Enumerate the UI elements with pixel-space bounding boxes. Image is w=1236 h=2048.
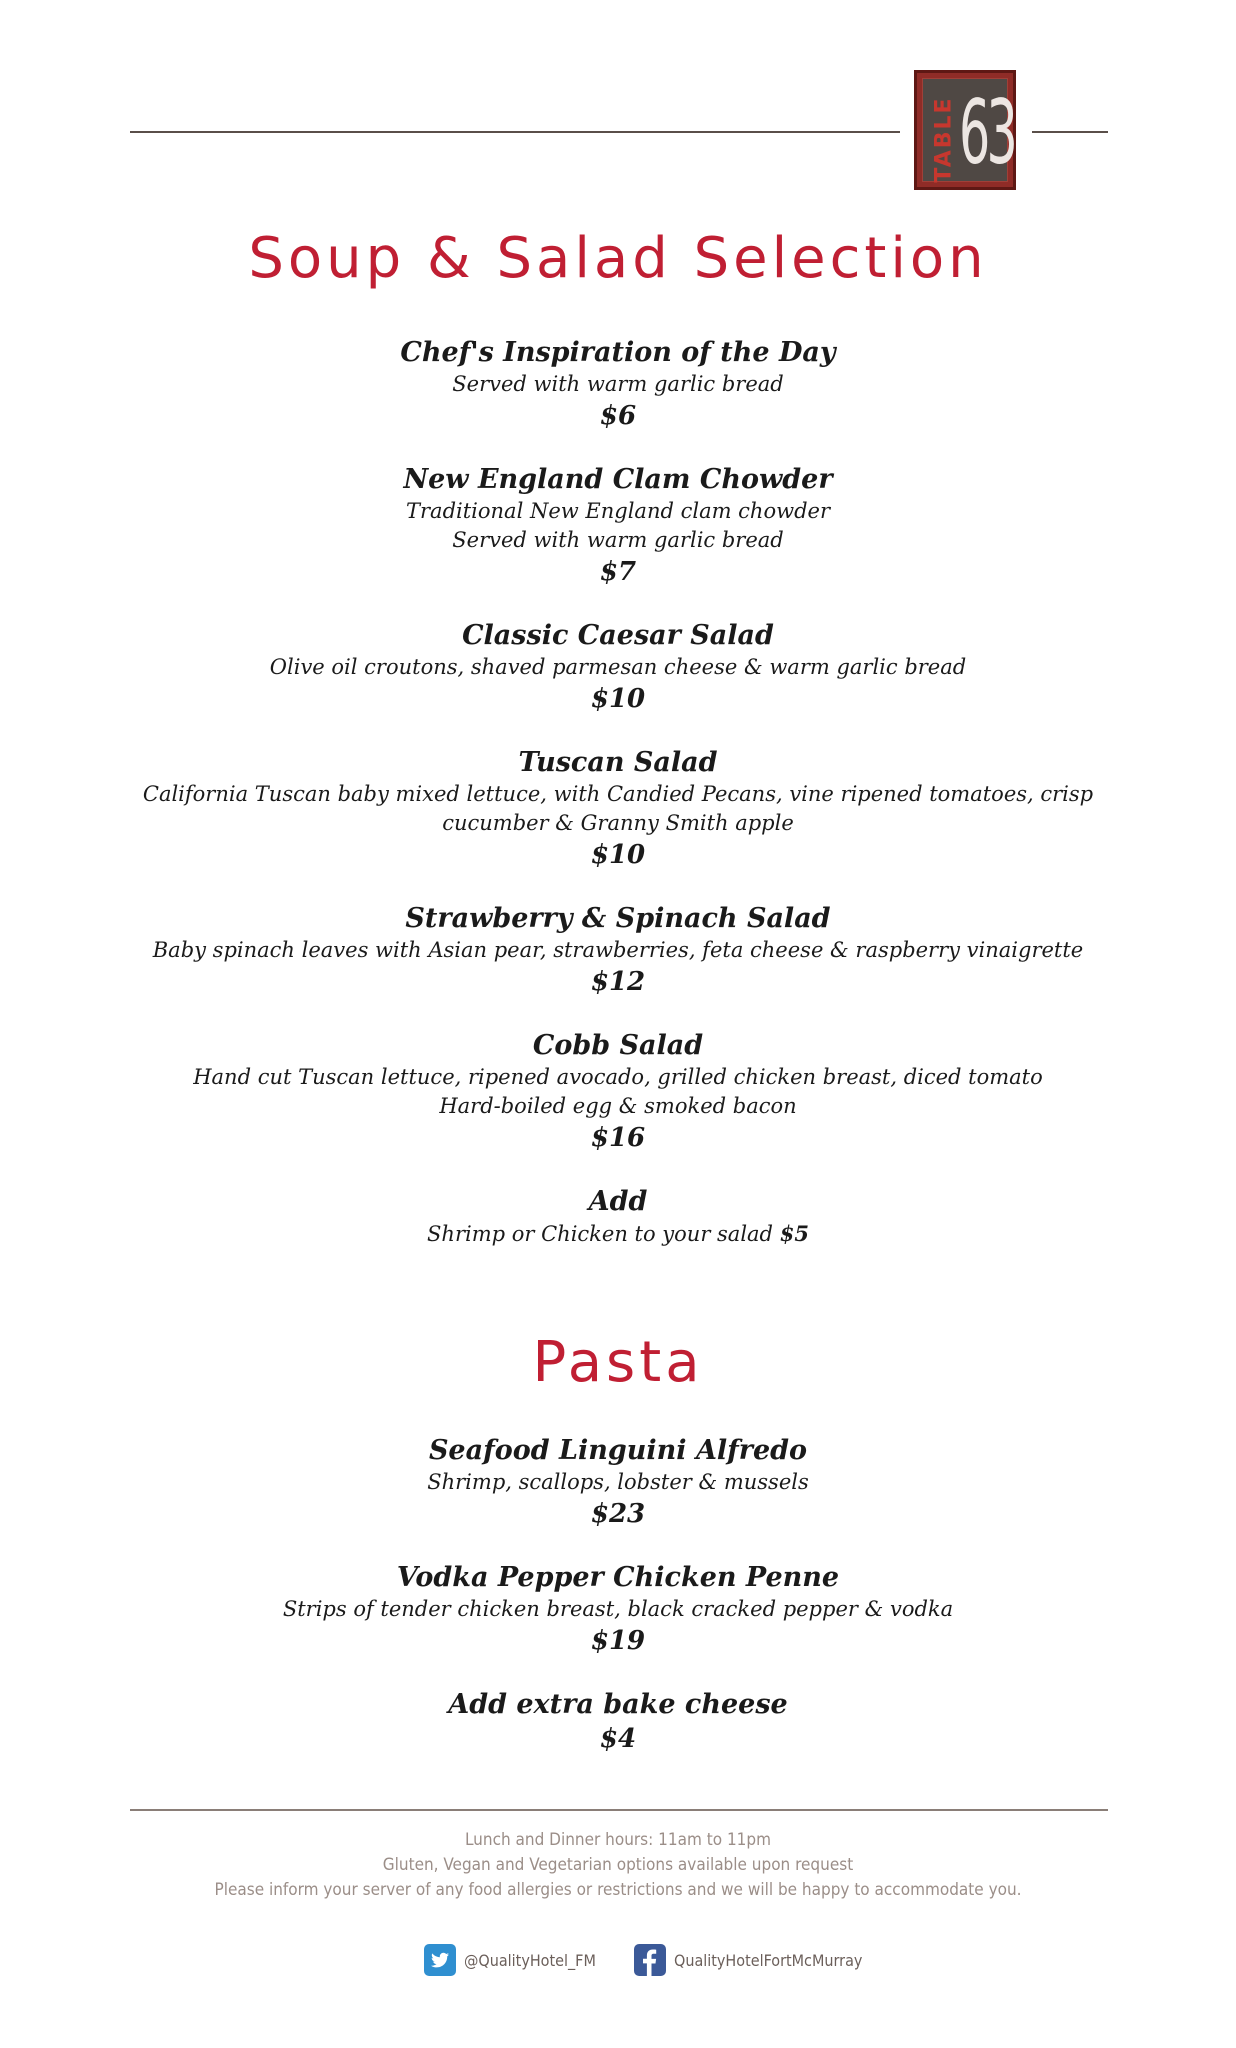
item-price: $19	[590, 1626, 646, 1656]
menu-item	[130, 902, 1106, 1029]
item-description: Olive oil croutons, shaved parmesan cheese & warm garlic bread	[269, 655, 967, 679]
header-rule-left	[130, 131, 900, 133]
menu-item	[130, 1434, 1106, 1561]
footer-rule	[130, 1809, 1108, 1811]
twitter-handle: @QualityHotel_FM	[464, 1950, 596, 1970]
item-description: Baby spinach leaves with Asian pear, strawberries, feta cheese & raspberry vinaigrette	[152, 938, 1084, 962]
soup-salad-title: Soup & Salad Selection	[248, 226, 988, 291]
item-price: $6	[599, 401, 637, 431]
menu-item	[130, 463, 1106, 619]
item-price: $16	[590, 1123, 646, 1153]
dietary-note: Gluten, Vegan and Vegetarian options available upon request	[382, 1855, 854, 1875]
item-description: Hand cut Tuscan lettuce, ripened avocado, grilled chicken breast, diced tomato	[193, 1065, 1043, 1089]
logo-word: TABLE	[931, 96, 957, 183]
item-price: $23	[590, 1499, 646, 1529]
item-name: Tuscan Salad	[518, 747, 718, 778]
item-description: Shrimp, scallops, lobster & mussels	[427, 1470, 809, 1494]
menu-item	[130, 746, 1106, 902]
item-price: $10	[590, 840, 646, 870]
allergy-note: Please inform your server of any food allergies or restrictions and we will be happy to accommodate you.	[214, 1880, 1022, 1900]
menu-item	[130, 1029, 1106, 1185]
item-name: Seafood Linguini Alfredo	[428, 1435, 808, 1466]
item-price: $12	[590, 967, 646, 997]
item-price: $7	[599, 557, 637, 587]
facebook-handle: QualityHotelFortMcMurray	[674, 1950, 863, 1970]
item-description: California Tuscan baby mixed lettuce, with Candied Pecans, vine ripened tomatoes, crisp	[142, 782, 1094, 806]
pasta-list	[130, 1434, 1106, 1756]
item-name: Chef's Inspiration of the Day	[400, 337, 836, 368]
menu-item	[130, 336, 1106, 463]
footer-notes	[0, 1828, 1236, 1903]
item-name: Add	[588, 1186, 648, 1217]
table-63-logo	[914, 70, 1016, 190]
item-name: Classic Caesar Salad	[462, 620, 774, 651]
menu-item	[130, 619, 1106, 746]
header-rule-right	[1032, 131, 1108, 133]
item-price: $10	[590, 684, 646, 714]
item-description: cucumber & Granny Smith apple	[442, 811, 794, 835]
item-description: Traditional New England clam chowder	[406, 499, 830, 523]
item-description: Served with warm garlic bread	[452, 372, 784, 396]
item-name: Vodka Pepper Chicken Penne	[396, 1562, 840, 1593]
menu-item	[130, 1688, 1106, 1756]
item-description: Hard-boiled egg & smoked bacon	[439, 1094, 797, 1118]
logo-panel	[922, 78, 1015, 184]
logo-number: 63	[959, 81, 1015, 184]
menu-item-add	[130, 1185, 1106, 1249]
item-name: Add extra bake cheese	[448, 1689, 788, 1720]
twitter-icon	[424, 1944, 456, 1976]
item-name: Strawberry & Spinach Salad	[405, 903, 831, 934]
item-description: Strips of tender chicken breast, black cracked pepper & vodka	[282, 1597, 954, 1621]
item-name: New England Clam Chowder	[403, 464, 833, 495]
twitter-link[interactable]	[424, 1943, 596, 1977]
item-description	[130, 1219, 1106, 1249]
facebook-link[interactable]	[634, 1943, 862, 1977]
menu-item	[130, 1561, 1106, 1688]
pasta-title: Pasta	[532, 1330, 704, 1395]
item-price: $5	[779, 1221, 809, 1246]
item-name: Cobb Salad	[532, 1030, 704, 1061]
item-price: $4	[599, 1724, 637, 1754]
facebook-icon	[634, 1944, 666, 1976]
add-text: Shrimp or Chicken to your salad	[427, 1222, 774, 1246]
soup-salad-list	[130, 336, 1106, 1249]
hours-note: Lunch and Dinner hours: 11am to 11pm	[464, 1830, 772, 1850]
item-description: Served with warm garlic bread	[452, 528, 784, 552]
